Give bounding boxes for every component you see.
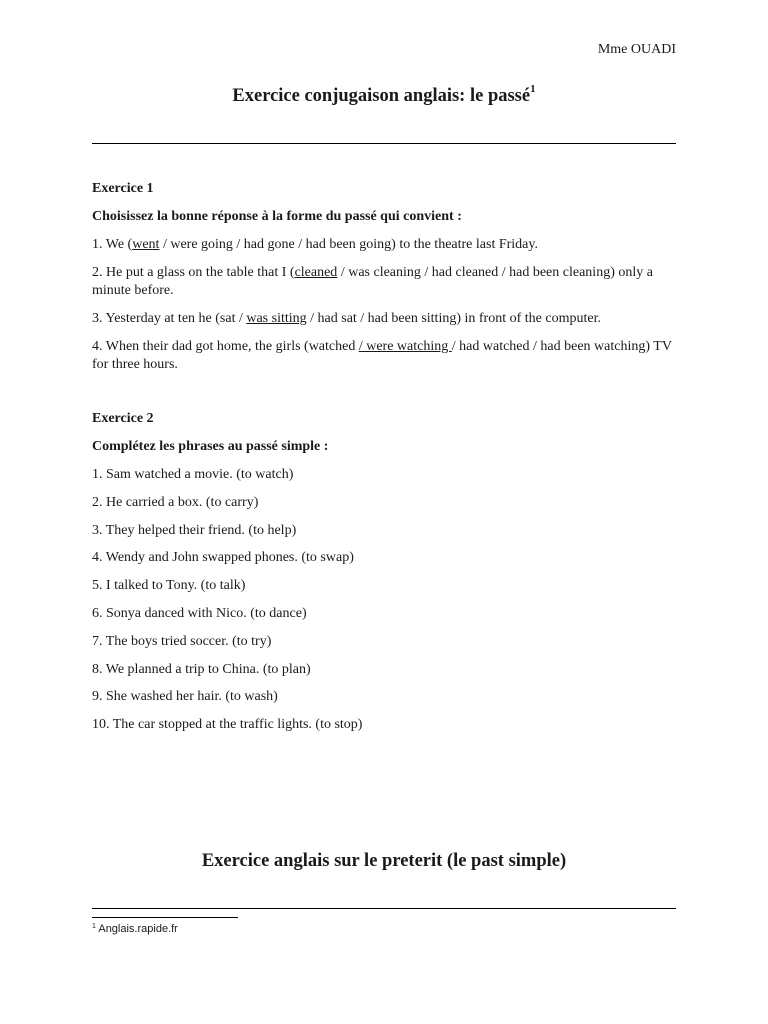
footnote-reference[interactable]: 1	[530, 83, 536, 95]
exercise2-item: 3. They helped their friend. (to help)	[92, 522, 297, 538]
item-text: / had sat / had been sitting) in front of the computer.	[306, 311, 601, 326]
exercise1-item	[92, 338, 676, 374]
author-name: Mme OUADI	[597, 42, 676, 57]
item-text: 1. We (	[92, 237, 133, 252]
footnote-separator	[92, 917, 238, 918]
item-text: / was cleaning / had cleaned / had been cleaning) only a minute before.	[92, 265, 653, 298]
page-title-text: Exercice conjugaison anglais: le passé	[232, 86, 531, 106]
exercise2-item: 4. Wendy and John swapped phones. (to swap)	[92, 550, 354, 566]
exercise2-item: 1. Sam watched a movie. (to watch)	[92, 467, 294, 482]
section-subtitle: Exercice anglais sur le preterit (le past simple)	[201, 851, 567, 871]
footnote	[92, 923, 178, 935]
exercise1-item	[92, 264, 676, 300]
exercise1-item	[92, 236, 676, 254]
selected-answer: was sitting	[246, 311, 307, 326]
exercise2-item: 2. He carried a box. (to carry)	[92, 494, 259, 510]
item-text: 2. He put a glass on the table that I (	[92, 265, 295, 280]
exercise2-heading: Exercice 2	[92, 411, 154, 426]
footnote-mark: 1	[92, 923, 96, 930]
exercise1-instruction: Choisissez la bonne réponse à la forme du passé qui convient :	[92, 209, 462, 224]
exercise2-list	[92, 466, 676, 734]
selected-answer: went	[132, 237, 160, 252]
header-divider	[92, 143, 676, 144]
selected-answer: cleaned	[294, 265, 338, 280]
item-text: 3. Yesterday at ten he (sat /	[92, 311, 247, 326]
exercise2-item: 8. We planned a trip to China. (to plan)	[92, 661, 311, 677]
exercise2-item: 9. She washed her hair. (to wash)	[92, 689, 278, 705]
item-text: / were going / had gone / had been going) to the theatre last Friday.	[159, 237, 538, 252]
exercises-content	[92, 180, 676, 744]
exercise2-instruction: Complétez les phrases au passé simple :	[92, 439, 329, 454]
exercise1-heading: Exercice 1	[92, 181, 154, 196]
item-text: / had watched / had been watching) TV for three hours.	[92, 339, 672, 372]
section-spacer	[92, 384, 676, 410]
exercise2-item: 10. The car stopped at the traffic lights. (to stop)	[92, 717, 363, 733]
exercise2-item: 7. The boys tried soccer. (to try)	[92, 633, 272, 649]
selected-answer: / were watching	[358, 339, 452, 354]
exercise1-item	[92, 310, 676, 328]
exercise2-item: 6. Sonya danced with Nico. (to dance)	[92, 605, 307, 621]
page-title	[92, 83, 676, 107]
exercise2-item: 5. I talked to Tony. (to talk)	[92, 578, 246, 594]
item-text: 4. When their dad got home, the girls (watched	[92, 339, 359, 354]
footnote-text: Anglais.rapide.fr	[95, 923, 178, 935]
footer-divider	[92, 908, 676, 909]
